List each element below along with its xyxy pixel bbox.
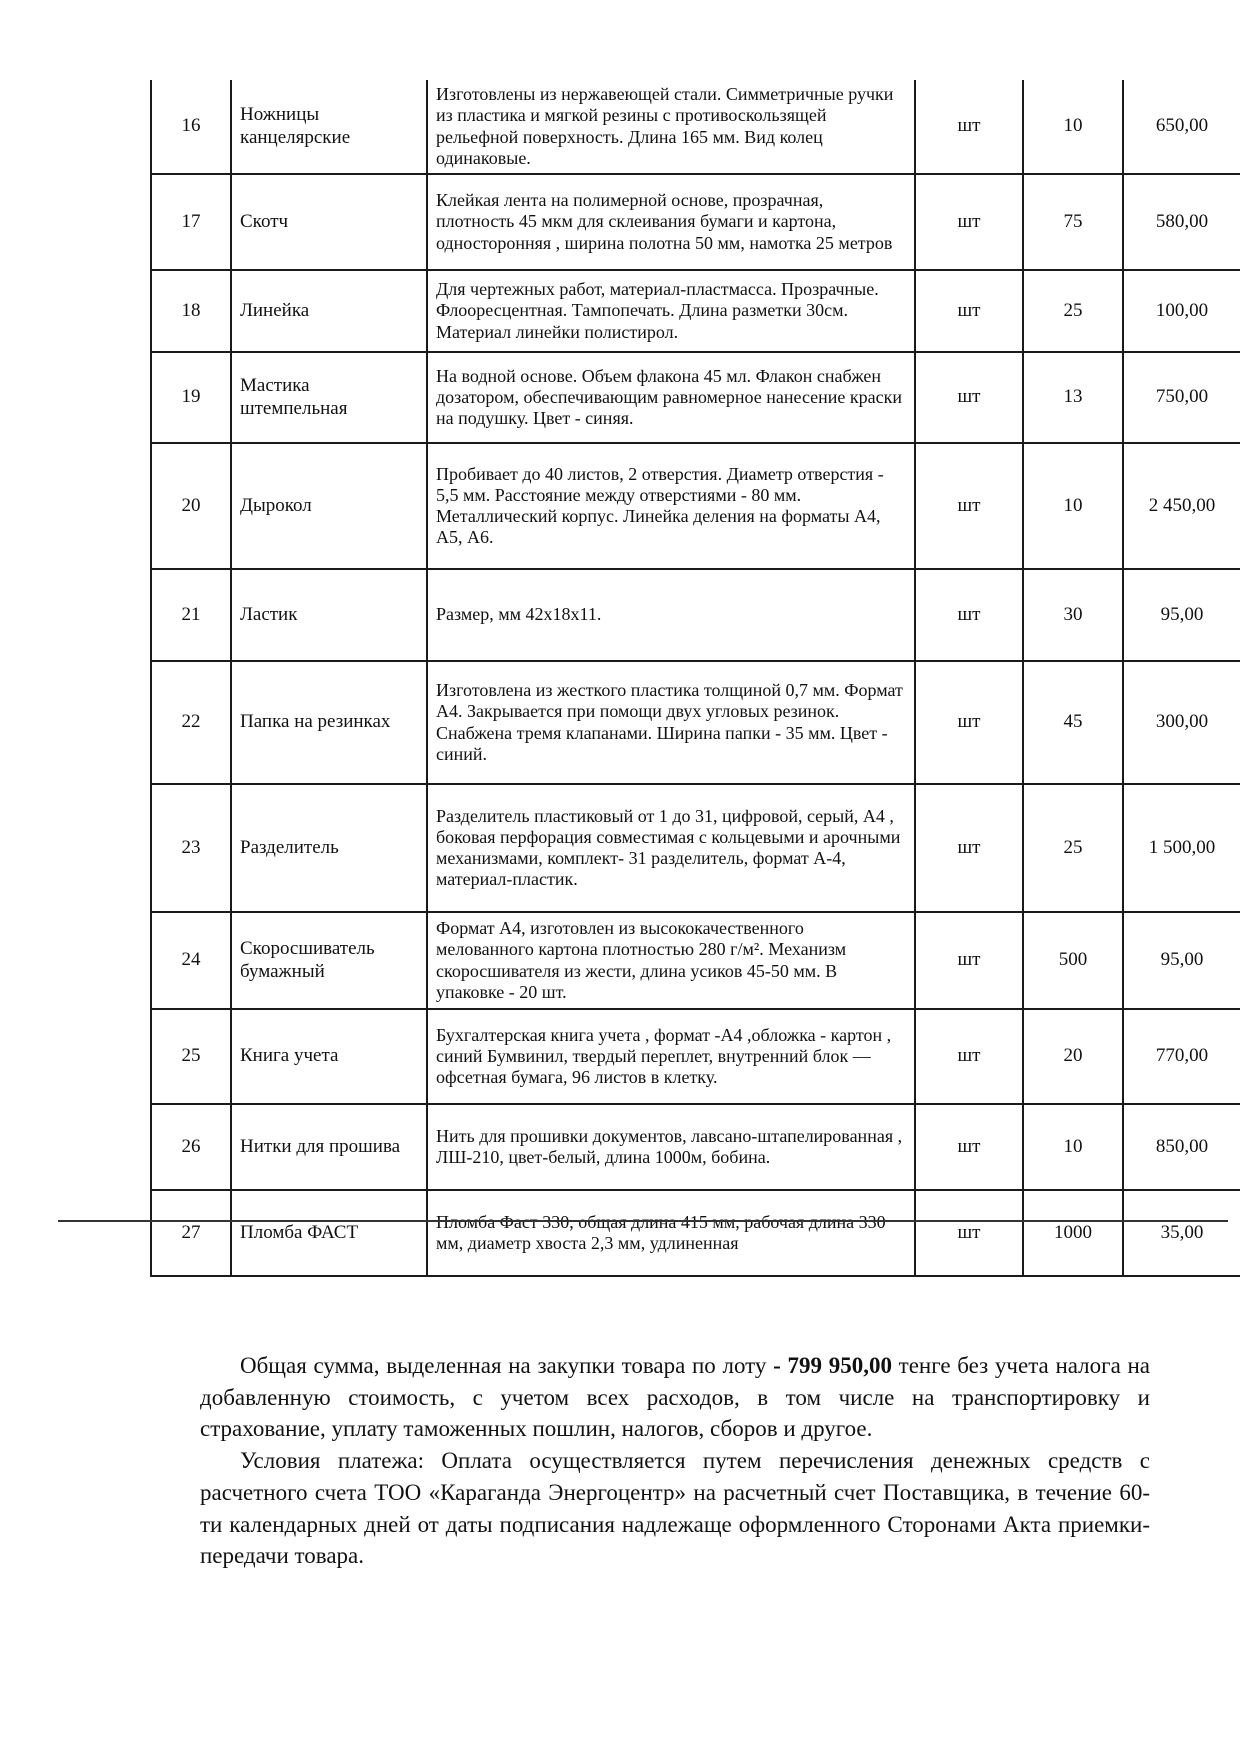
item-name: Скоросшиватель бумажный (231, 912, 427, 1009)
item-name: Книга учета (231, 1009, 427, 1104)
item-description: Формат А4, изготовлен из высококачественного мелованного картона плотностью 280 г/м². Механизм скоросшивателя из жести, длина усиков 45-50 мм. В упаковке - 20 шт. (427, 912, 915, 1009)
item-price: 770,00 (1123, 1009, 1240, 1104)
item-unit: шт (915, 661, 1023, 784)
row-number: 16 (151, 80, 231, 174)
row-number: 18 (151, 270, 231, 352)
item-name: Папка на резинках (231, 661, 427, 784)
item-name: Ножницы канцелярские (231, 80, 427, 174)
payment-terms-paragraph: Условия платежа: Оплата осуществляется путем перечисления денежных средств с расчетного счета ТОО «Караганда Энергоцентр» на расчетный счет Поставщика, в течение 60-ти календарных дней от даты подписания надлежаще оформленного Сторонами Акта приемки-передачи товара. (200, 1448, 1150, 1569)
item-unit: шт (915, 1190, 1023, 1276)
row-number: 22 (151, 661, 231, 784)
total-suffix: тенге без учета налога на добавленную стоимость, с учетом всех расходов, в том числе на транспортировку и страхование, уплату таможенных пошлин, налогов, сборов и другое. (200, 1353, 1151, 1442)
item-name: Линейка (231, 270, 427, 352)
item-price: 2 450,00 (1123, 443, 1240, 569)
item-unit: шт (915, 174, 1023, 270)
table-row (151, 174, 1240, 270)
row-number: 23 (151, 784, 231, 912)
item-quantity: 30 (1023, 569, 1123, 661)
table-row (151, 1104, 1240, 1190)
table-row (151, 80, 1240, 174)
item-description: Разделитель пластиковый от 1 до 31, цифровой, серый, А4 , боковая перфорация совместимая с кольцевыми и арочными механизмами, комплект- 31 разделитель, формат А-4, материал-пластик. (427, 784, 915, 912)
item-quantity: 45 (1023, 661, 1123, 784)
item-price: 850,00 (1123, 1104, 1240, 1190)
item-price: 100,00 (1123, 270, 1240, 352)
goods-spec-table (150, 80, 1240, 1277)
table-row (151, 912, 1240, 1009)
item-name: Нитки для прошива (231, 1104, 427, 1190)
item-price: 300,00 (1123, 661, 1240, 784)
table-row (151, 784, 1240, 912)
item-price: 1 500,00 (1123, 784, 1240, 912)
item-unit: шт (915, 352, 1023, 443)
item-description: Размер, мм 42х18х11. (427, 569, 915, 661)
page-divider-line (58, 1220, 1228, 1222)
item-quantity: 10 (1023, 80, 1123, 174)
row-number: 19 (151, 352, 231, 443)
item-price: 580,00 (1123, 174, 1240, 270)
item-name: Пломба ФАСТ (231, 1190, 427, 1276)
item-quantity: 25 (1023, 270, 1123, 352)
summary-section (200, 1350, 1150, 1572)
table-body (151, 80, 1240, 1276)
item-description: Пробивает до 40 листов, 2 отверстия. Диаметр отверстия - 5,5 мм. Расстояние между отверстиями - 80 мм. Металлический корпус. Линейка деления на форматы А4, А5, А6. (427, 443, 915, 569)
item-quantity: 10 (1023, 1104, 1123, 1190)
item-description: На водной основе. Объем флакона 45 мл. Флакон снабжен дозатором, обеспечивающим равномерное нанесение краски на подушку. Цвет - синяя. (427, 352, 915, 443)
item-unit: шт (915, 443, 1023, 569)
item-price: 95,00 (1123, 569, 1240, 661)
row-number: 21 (151, 569, 231, 661)
item-price: 650,00 (1123, 80, 1240, 174)
item-unit: шт (915, 912, 1023, 1009)
table-row (151, 569, 1240, 661)
item-quantity: 10 (1023, 443, 1123, 569)
item-price: 95,00 (1123, 912, 1240, 1009)
item-name: Ластик (231, 569, 427, 661)
item-description: Бухгалтерская книга учета , формат -А4 ,обложка - картон , синий Бумвинил, твердый переплет, внутренний блок — офсетная бумага, 96 листов в клетку. (427, 1009, 915, 1104)
row-number: 20 (151, 443, 231, 569)
total-paragraph (200, 1350, 1150, 1445)
table-row (151, 270, 1240, 352)
item-unit: шт (915, 784, 1023, 912)
item-unit: шт (915, 80, 1023, 174)
item-unit: шт (915, 569, 1023, 661)
row-number: 27 (151, 1190, 231, 1276)
row-number: 26 (151, 1104, 231, 1190)
table-row (151, 661, 1240, 784)
row-number: 25 (151, 1009, 231, 1104)
item-quantity: 13 (1023, 352, 1123, 443)
item-description: Изготовлены из нержавеющей стали. Симметричные ручки из пластика и мягкой резины с противоскользящей рельефной поверхность. Длина 165 мм. Вид колец одинаковые. (427, 80, 915, 174)
item-unit: шт (915, 270, 1023, 352)
item-price: 35,00 (1123, 1190, 1240, 1276)
table-row (151, 1190, 1240, 1276)
item-description: мм, диаметр хвоста 2,3 мм, удлиненная (427, 1190, 915, 1276)
item-name: Мастика штемпельная (231, 352, 427, 443)
total-prefix: Общая сумма, выделенная на закупки товара по лоту (240, 1353, 767, 1378)
item-quantity: 1000 (1023, 1190, 1123, 1276)
item-description: Нить для прошивки документов, лавсано-штапелированная , ЛШ-210, цвет-белый, длина 1000м, бобина. (427, 1104, 915, 1190)
item-quantity: 20 (1023, 1009, 1123, 1104)
item-name: Разделитель (231, 784, 427, 912)
total-amount: - 799 950,00 (773, 1353, 892, 1378)
item-description: Изготовлена из жесткого пластика толщиной 0,7 мм. Формат А4. Закрывается при помощи двух угловых резинок. Снабжена тремя клапанами. Ширина папки - 35 мм. Цвет - синий. (427, 661, 915, 784)
item-name: Скотч (231, 174, 427, 270)
item-price: 750,00 (1123, 352, 1240, 443)
table-row (151, 1009, 1240, 1104)
item-unit: шт (915, 1104, 1023, 1190)
row-number: 24 (151, 912, 231, 1009)
item-unit: шт (915, 1009, 1023, 1104)
table-row (151, 443, 1240, 569)
item-quantity: 500 (1023, 912, 1123, 1009)
item-description: Клейкая лента на полимерной основе, прозрачная, плотность 45 мкм для склеивания бумаги и картона, односторонняя , ширина полотна 50 мм, намотка 25 метров (427, 174, 915, 270)
item-quantity: 25 (1023, 784, 1123, 912)
item-description: Для чертежных работ, материал-пластмасса. Прозрачные. Флооресцентная. Тампопечать. Длина разметки 30см. Материал линейки полистирол. (427, 270, 915, 352)
item-name: Дырокол (231, 443, 427, 569)
table-row (151, 352, 1240, 443)
row-number: 17 (151, 174, 231, 270)
item-quantity: 75 (1023, 174, 1123, 270)
